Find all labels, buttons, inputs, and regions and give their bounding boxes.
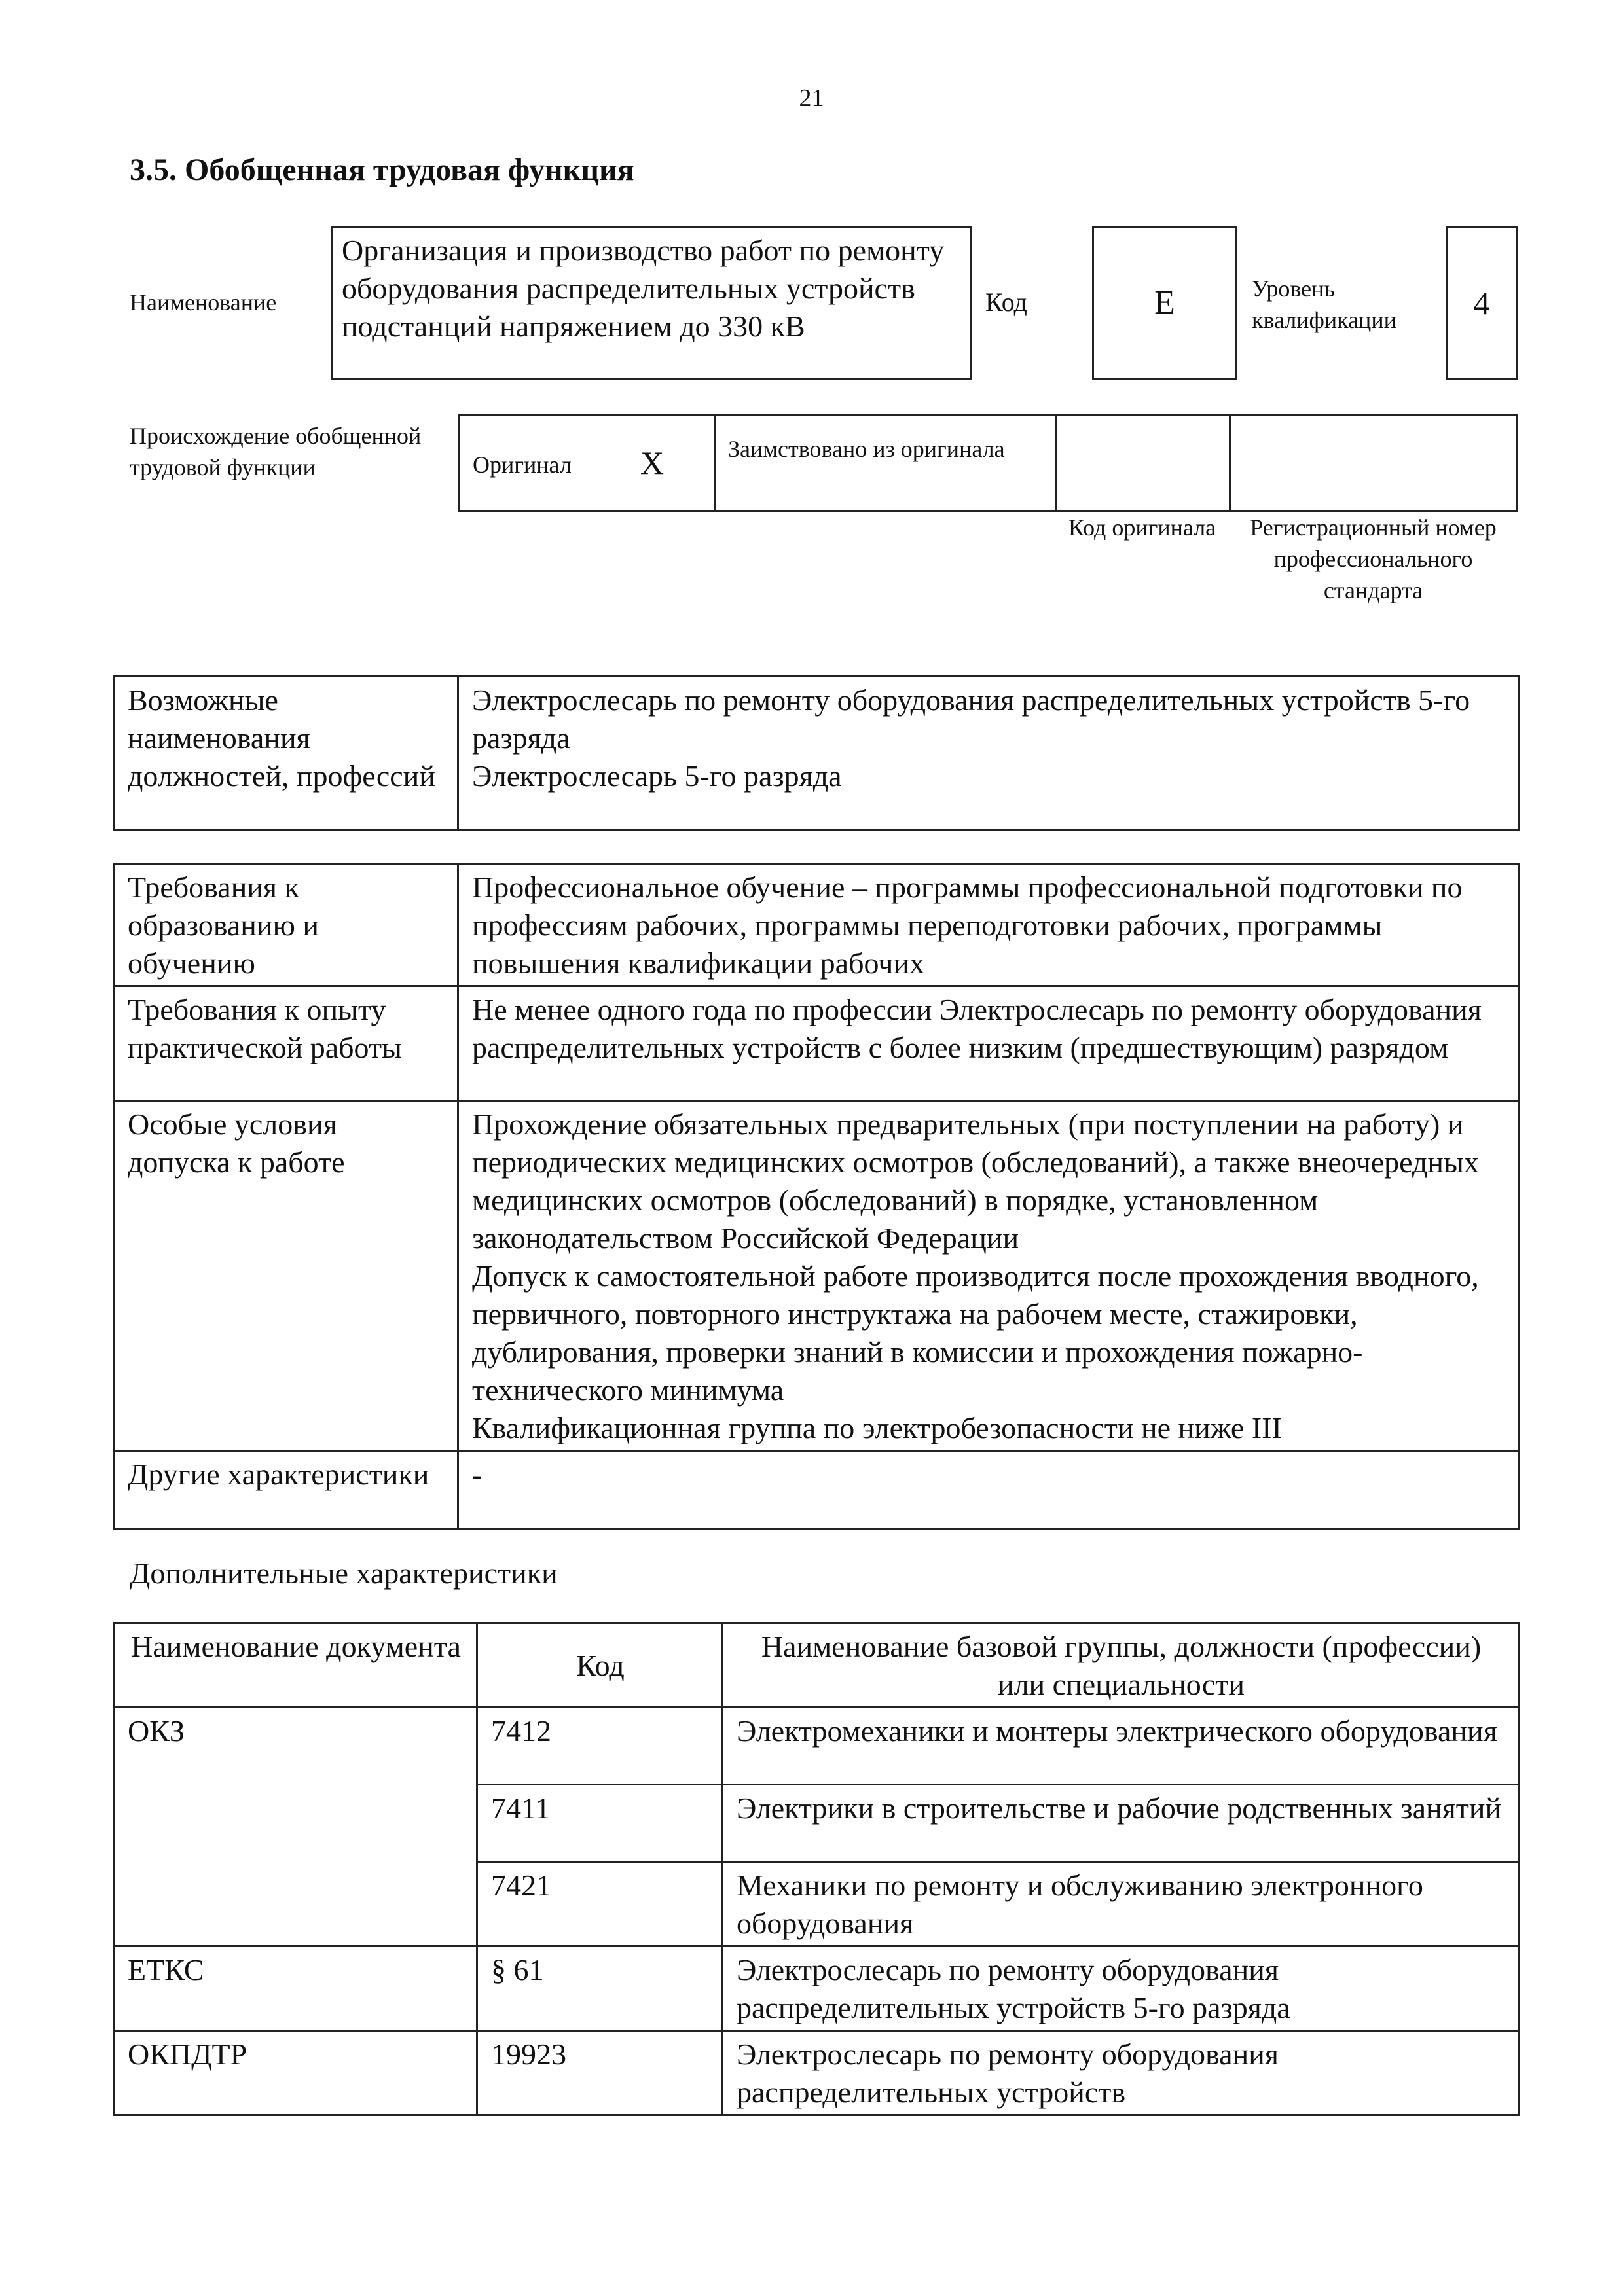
borrowed-label: Заимствовано из оригинала: [728, 436, 1005, 462]
requirement-value: [458, 986, 1519, 1101]
requirement-label: Особые условия допуска к работе: [114, 1101, 458, 1451]
positions-row: [114, 677, 1519, 831]
code-cell: § 61: [477, 1946, 723, 2031]
name-cell: Электрослесарь по ремонту оборудования распределительных устройств: [723, 2031, 1519, 2115]
requirement-row: [114, 1451, 1519, 1530]
name-value: Организация и производство работ по ремонту оборудования распределительных устройств подстанций напряжением до 330 кВ: [342, 234, 945, 343]
code-box: [1092, 226, 1237, 380]
positions-label: Возможные наименования должностей, профессий: [114, 677, 458, 831]
name-cell: Электрики в строительстве и рабочие родственных занятий: [723, 1785, 1519, 1862]
code-cell: 7412: [477, 1708, 723, 1785]
col-name-header: Наименование базовой группы, должности (профессии) или специальности: [723, 1623, 1519, 1708]
requirement-row: [114, 1101, 1519, 1451]
additional-title: Дополнительные характеристики: [130, 1556, 558, 1590]
requirements-table: [113, 863, 1520, 1530]
code-cell: 19923: [477, 2031, 723, 2115]
requirement-label: Требования к образованию и обучению: [114, 864, 458, 986]
requirement-line: Не менее одного года по профессии Электрослесарь по ремонту оборудования распределительных устройств с более низким (предшествующим) разрядом: [472, 993, 1482, 1064]
table-row: [114, 1946, 1519, 2031]
positions-table: [113, 675, 1520, 831]
position-name: Электрослесарь 5-го разряда: [472, 759, 842, 793]
position-name: Электрослесарь по ремонту оборудования распределительных устройств 5-го разряда: [472, 683, 1470, 755]
origin-code-caption: Код оригинала: [1068, 514, 1216, 541]
level-value: 4: [1473, 284, 1490, 321]
table-row: [114, 1708, 1519, 1785]
doc-cell: ОКПДТР: [114, 2031, 477, 2115]
level-box: [1446, 226, 1518, 380]
doc-cell: ЕТКС: [114, 1946, 477, 2031]
page-number: 21: [799, 84, 824, 112]
origin-divider-1: [714, 414, 716, 512]
requirement-value: [458, 1101, 1519, 1451]
origin-divider-2: [1055, 414, 1057, 512]
additional-header-row: [114, 1623, 1519, 1708]
col-doc-header: Наименование документа: [114, 1623, 477, 1708]
name-label: Наименование: [130, 289, 277, 315]
level-label: Уровень квалификации: [1252, 276, 1396, 333]
positions-values: [458, 677, 1519, 831]
requirement-value: [458, 864, 1519, 986]
code-cell: 7421: [477, 1862, 723, 1946]
name-cell: Электромеханики и монтеры электрического оборудования: [723, 1708, 1519, 1785]
original-label: Оригинал: [473, 452, 572, 478]
requirement-line: Профессиональное обучение – программы профессиональной подготовки по профессиям рабочих, программы переподготовки рабочих, программы повышения квалификации рабочих: [472, 870, 1463, 980]
doc-cell: ОКЗ: [114, 1708, 477, 1946]
requirement-label: Другие характеристики: [114, 1451, 458, 1530]
requirement-line: Допуск к самостоятельной работе производится после прохождения вводного, первичного, повторного инструктажа на рабочем месте, стажировки, дублирования, проверки знаний в комиссии и прохождения пожарно-технического минимума: [472, 1259, 1479, 1407]
requirement-line: Прохождение обязательных предварительных (при поступлении на работу) и периодических медицинских осмотров (обследований), а также внеочередных медицинских осмотров (обследований) в порядке, установленном законодательством Российской Федерации: [472, 1107, 1479, 1255]
code-label: Код: [985, 287, 1027, 317]
requirement-row: [114, 864, 1519, 986]
section-title: 3.5. Обобщенная трудовая функция: [130, 152, 634, 187]
registration-number-caption: Регистрационный номер профессионального стандарта: [1250, 514, 1497, 603]
name-cell: Механики по ремонту и обслуживанию электронного оборудования: [723, 1862, 1519, 1946]
requirement-value: [458, 1451, 1519, 1530]
original-mark: X: [640, 444, 665, 481]
requirement-line: -: [472, 1458, 483, 1491]
requirement-label: Требования к опыту практической работы: [114, 986, 458, 1101]
code-value: E: [1154, 284, 1175, 321]
name-cell: Электрослесарь по ремонту оборудования распределительных устройств 5-го разряда: [723, 1946, 1519, 2031]
name-box: [331, 226, 972, 380]
col-code-header: Код: [477, 1623, 723, 1708]
requirement-line: Квалификационная группа по электробезопасности не ниже III: [472, 1411, 1282, 1444]
requirement-row: [114, 986, 1519, 1101]
code-cell: 7411: [477, 1785, 723, 1862]
additional-table: [113, 1622, 1520, 2116]
origin-divider-3: [1229, 414, 1231, 512]
table-row: [114, 2031, 1519, 2115]
origin-label: Происхождение обобщенной трудовой функции: [130, 423, 422, 480]
